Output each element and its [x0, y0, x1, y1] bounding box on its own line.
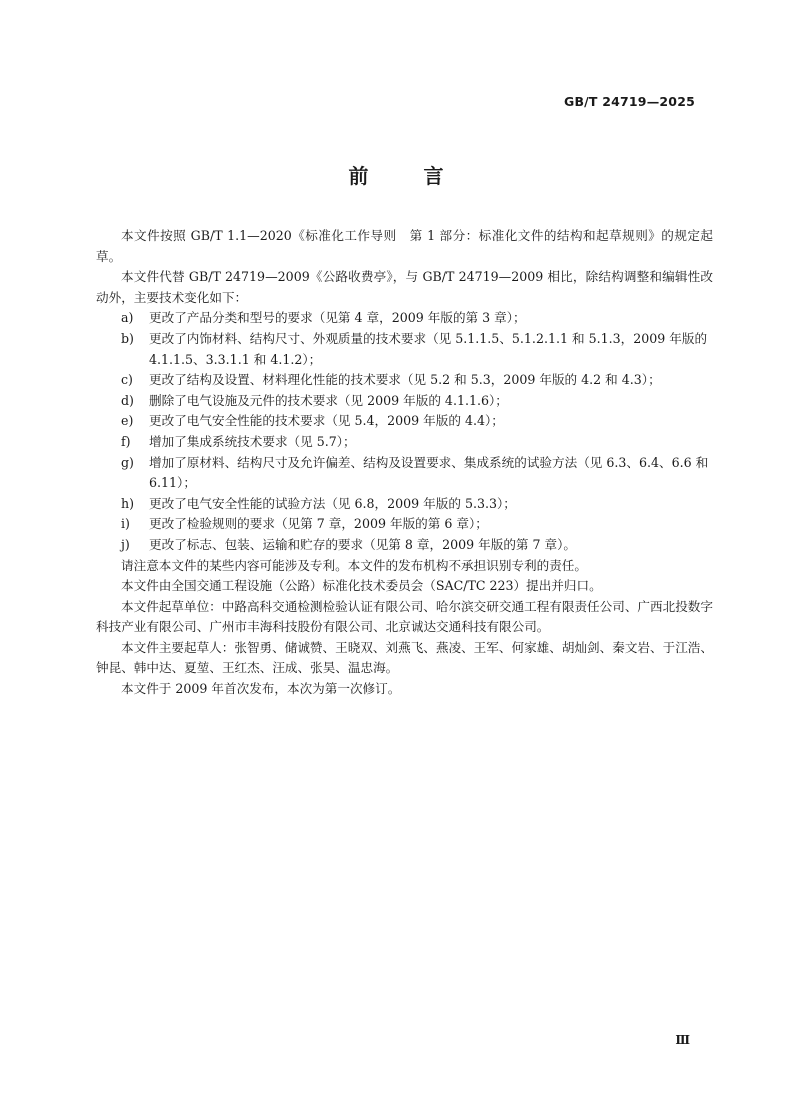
list-item-text: 更改了标志、包装、运输和贮存的要求（见第 8 章，2009 年版的第 7 章）。: [149, 536, 577, 552]
list-item-text: 更改了电气安全性能的技术要求（见 5.4，2009 年版的 4.4）；: [149, 413, 504, 429]
list-item: [96, 494, 713, 515]
list-item: [96, 411, 713, 432]
paragraph-drafting-rules: 本文件按照 GB/T 1.1—2020《标准化工作导则 第 1 部分：标准化文件的结构和起草规则》的规定起草。: [96, 228, 713, 264]
standard-number: GB/T 24719—2025: [563, 94, 695, 109]
page-number: Ⅲ: [675, 1033, 690, 1047]
paragraph-proposer: 本文件由全国交通工程设施（公路）标准化技术委员会（SAC/TC 223）提出并归口。: [121, 578, 602, 594]
paragraph-drafting-units: 本文件起草单位：中路高科交通检测检验认证有限公司、哈尔滨交研交通工程有限责任公司、广西北投数字科技产业有限公司、广州市丰海科技股份有限公司、北京诚达交通科技有限公司。: [96, 598, 713, 635]
list-item-text: 更改了检验规则的要求（见第 7 章，2009 年版的第 6 章）；: [149, 516, 488, 532]
list-item: [96, 453, 713, 494]
paragraph-history: 本文件于 2009 年首次发布，本次为第一次修订。: [121, 681, 401, 697]
list-item-label: a): [121, 310, 134, 326]
list-item: [96, 514, 713, 535]
paragraph-drafters: 本文件主要起草人：张智勇、储诚赞、王晓双、刘燕飞、燕凌、王军、何家雄、胡灿剑、秦文岩、于江浩、钟昆、韩中达、夏堃、王红杰、汪成、张昊、温忠海。: [96, 639, 713, 676]
list-item-label: e): [121, 413, 134, 429]
list-item: [96, 370, 713, 391]
list-item-label: g): [121, 454, 134, 470]
list-item-text: 更改了内饰材料、结构尺寸、外观质量的技术要求（见 5.1.1.5、5.1.2.1.1 和 5.1.3，2009 年版的 4.1.1.5、3.3.1.1 和 4.1.2）；: [149, 330, 708, 367]
list-item-text: 更改了产品分类和型号的要求（见第 4 章，2009 年版的第 3 章）；: [149, 310, 526, 326]
list-item-label: j): [121, 536, 130, 552]
paragraph-replacement: 本文件代替 GB/T 24719—2009《公路收费亭》，与 GB/T 24719—2009 相比，除结构调整和编辑性改动外，主要技术变化如下：: [96, 269, 713, 305]
list-item-label: d): [121, 392, 134, 408]
list-item-text: 更改了电气安全性能的试验方法（见 6.8，2009 年版的 5.3.3）；: [149, 495, 516, 511]
list-item-text: 增加了集成系统技术要求（见 5.7）；: [149, 433, 356, 449]
document-body: [96, 226, 713, 700]
list-item: [96, 535, 713, 556]
list-item-label: c): [121, 372, 133, 388]
changes-list: [96, 308, 713, 555]
page-title: 前 言: [348, 164, 468, 188]
list-item-text: 删除了电气设施及元件的技术要求（见 2009 年版的 4.1.1.6）；: [149, 392, 508, 408]
list-item-text: 增加了原材料、结构尺寸及允许偏差、结构及设置要求、集成系统的试验方法（见 6.3、6.4、6.6 和 6.11）；: [149, 454, 709, 491]
paragraph-patent-notice: 请注意本文件的某些内容可能涉及专利。本文件的发布机构不承担识别专利的责任。: [121, 557, 587, 573]
list-item-label: b): [121, 330, 134, 346]
list-item: [96, 432, 713, 453]
list-item: [96, 308, 713, 329]
list-item: [96, 391, 713, 412]
list-item: [96, 329, 713, 370]
list-item-label: i): [121, 516, 130, 532]
list-item-label: f): [121, 433, 131, 449]
list-item-label: h): [121, 495, 135, 511]
list-item-text: 更改了结构及设置、材料理化性能的技术要求（见 5.2 和 5.3，2009 年版的 4.2 和 4.3）；: [149, 372, 661, 388]
